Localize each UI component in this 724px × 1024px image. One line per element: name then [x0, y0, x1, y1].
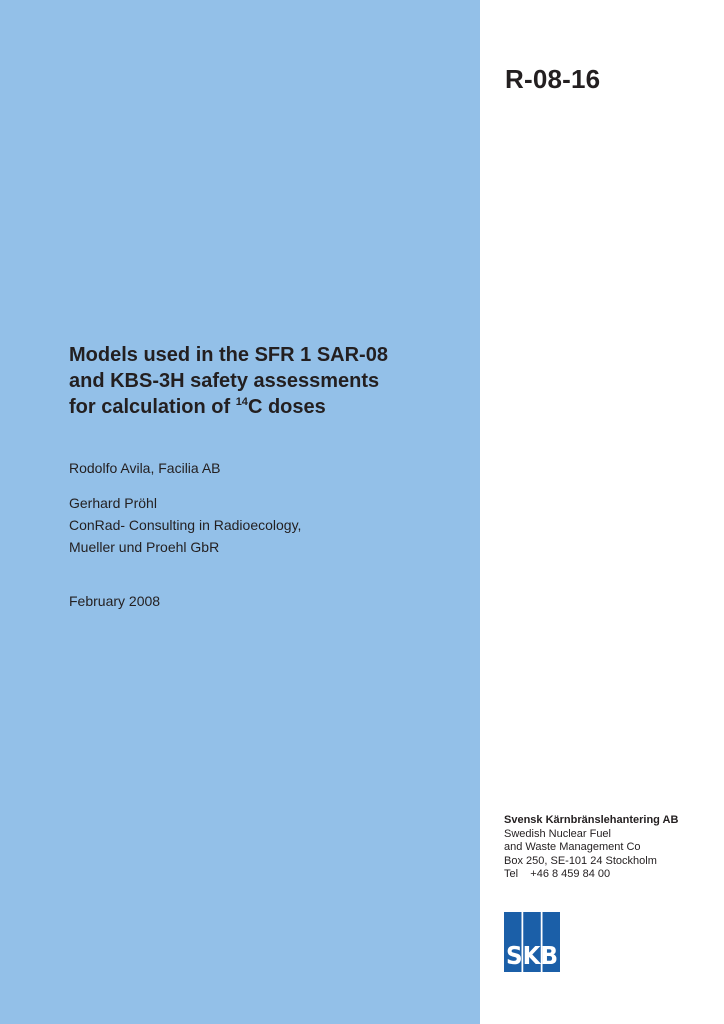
- title-superscript: 14: [235, 396, 248, 408]
- author-line: Mueller und Proehl GbR: [69, 539, 220, 555]
- publisher-english-name-2: and Waste Management Co: [504, 841, 641, 853]
- title-line-3: [69, 394, 469, 420]
- publisher-name: Svensk Kärnbränslehantering AB: [504, 814, 679, 826]
- title-line-3-text: for calculation of: [69, 396, 236, 418]
- publisher-phone: Tel +46 8 459 84 00: [504, 868, 611, 880]
- title-line-3-end: C doses: [247, 396, 326, 418]
- author-line: Gerhard Pröhl: [69, 495, 157, 511]
- author-list: [69, 457, 301, 558]
- report-title: [69, 342, 469, 420]
- publisher-address: Box 250, SE-101 24 Stockholm: [504, 854, 657, 867]
- author-line: Rodolfo Avila, Facilia AB: [69, 460, 221, 476]
- title-line-2: and KBS-3H safety assessments: [69, 370, 380, 392]
- skb-logo: [504, 912, 560, 972]
- publisher-info: [504, 814, 678, 882]
- author-block-2: [69, 492, 301, 558]
- logo-text: SKB: [506, 941, 558, 970]
- publication-date: February 2008: [69, 593, 161, 609]
- report-number: R-08-16: [505, 64, 601, 94]
- author-block-1: [69, 457, 301, 479]
- title-line-1: Models used in the SFR 1 SAR-08: [69, 344, 388, 366]
- author-line: ConRad- Consulting in Radioecology,: [69, 517, 302, 533]
- publisher-english-name-1: Swedish Nuclear Fuel: [504, 827, 611, 840]
